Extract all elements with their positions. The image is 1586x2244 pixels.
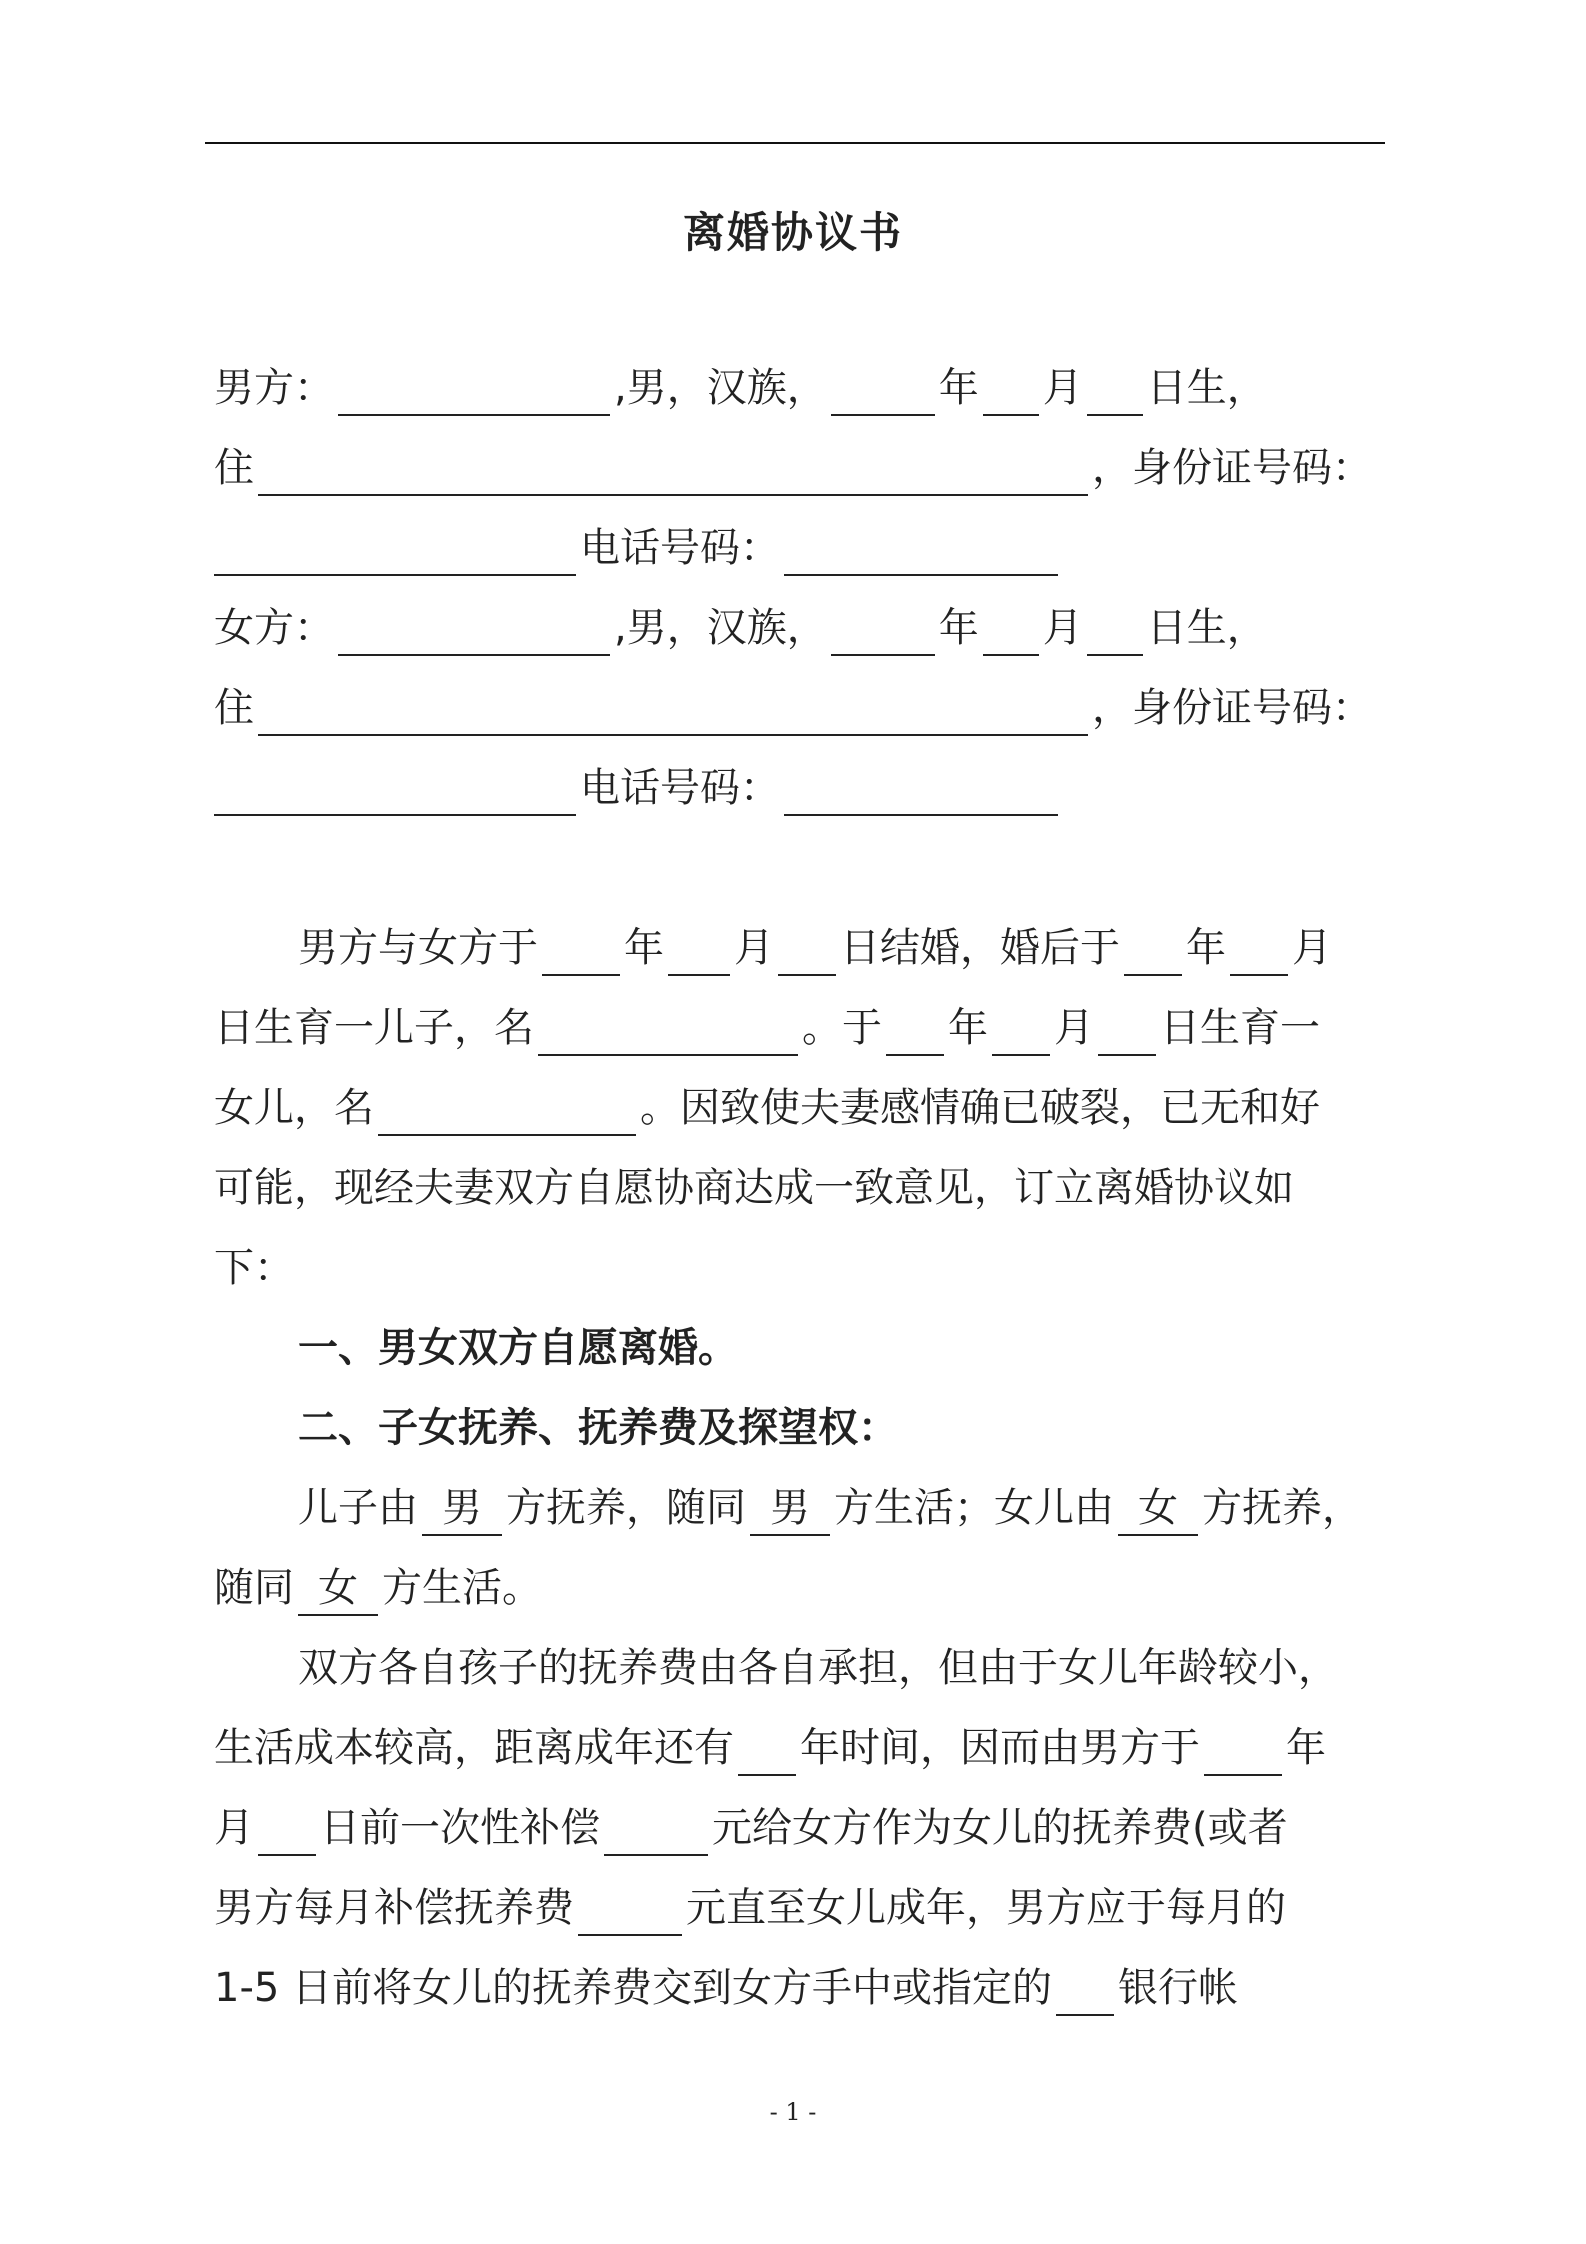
male-residence-line (214, 440, 1372, 496)
male-id-label: ，身份证号码： (1092, 445, 1372, 491)
male-label: 男方： (214, 365, 334, 411)
female-phone-blank[interactable] (784, 766, 1058, 816)
preamble-text: 。于 (802, 1005, 882, 1051)
years-to-adulthood-blank[interactable] (738, 1726, 796, 1776)
custody-text: 方抚养，随同 (506, 1485, 746, 1531)
male-gender-ethnicity: ,男，汉族， (614, 365, 827, 411)
preamble-line-1 (298, 920, 1332, 976)
custody-line-2 (214, 1560, 542, 1616)
preamble-line-5: 下： (214, 1245, 294, 1291)
page-number: - 1 - (769, 2098, 817, 2126)
lump-sum-amount-blank[interactable] (604, 1806, 708, 1856)
son-birth-year-blank[interactable] (1124, 926, 1182, 976)
daughter-birth-month-blank[interactable] (992, 1006, 1050, 1056)
preamble-text: 女儿，名 (214, 1085, 374, 1131)
male-name-blank[interactable] (338, 366, 610, 416)
header-rule (205, 142, 1385, 144)
preamble-text: 年 (624, 925, 664, 971)
daughter-custodian-field[interactable]: 女 (1118, 1482, 1198, 1536)
female-id-blank[interactable] (214, 766, 576, 816)
male-id-blank[interactable] (214, 526, 576, 576)
support-text: 年时间，因而由男方于 (800, 1725, 1200, 1771)
support-line-4 (214, 1880, 1286, 1936)
support-text: 年 (1286, 1725, 1326, 1771)
marriage-month-blank[interactable] (668, 926, 730, 976)
male-month-label: 月 (1042, 365, 1083, 411)
male-birth-year-blank[interactable] (831, 366, 935, 416)
female-birth-label: 日生， (1146, 605, 1267, 651)
female-year-label: 年 (938, 605, 979, 651)
support-line-5 (214, 1960, 1238, 2016)
preamble-text: 年 (1186, 925, 1226, 971)
male-residence-label: 住 (214, 445, 254, 491)
marriage-year-blank[interactable] (542, 926, 620, 976)
support-line-1: 双方各自孩子的抚养费由各自承担，但由于女儿年龄较小， (298, 1645, 1338, 1691)
bank-name-blank[interactable] (1056, 1966, 1114, 2016)
preamble-text: 男方与女方于 (298, 925, 538, 971)
preamble-text: 年 (948, 1005, 988, 1051)
female-birth-month-blank[interactable] (983, 606, 1039, 656)
preamble-text: 月 (1054, 1005, 1094, 1051)
male-birth-label: 日生， (1146, 365, 1267, 411)
support-text: 银行帐 (1118, 1965, 1239, 2011)
male-party-line (214, 360, 1267, 416)
female-birth-day-blank[interactable] (1087, 606, 1143, 656)
son-custodian-field[interactable]: 男 (422, 1482, 502, 1536)
male-birth-day-blank[interactable] (1087, 366, 1143, 416)
son-birth-month-blank[interactable] (1230, 926, 1288, 976)
support-text: 1-5 日前将女儿的抚养费交到女方手中或指定的 (214, 1965, 1053, 2011)
female-phone-line (214, 760, 1062, 816)
daughter-lives-with-field[interactable]: 女 (298, 1562, 378, 1616)
support-text: 日前一次性补偿 (320, 1805, 600, 1851)
male-birth-month-blank[interactable] (983, 366, 1039, 416)
daughter-birth-year-blank[interactable] (886, 1006, 944, 1056)
female-party-line (214, 600, 1267, 656)
preamble-line-2 (214, 1000, 1320, 1056)
daughter-name-blank[interactable] (378, 1086, 636, 1136)
preamble-text: 日生育一儿子，名 (214, 1005, 534, 1051)
female-gender-ethnicity: ,男，汉族， (614, 605, 827, 651)
preamble-text: 月 (734, 925, 774, 971)
female-address-blank[interactable] (258, 686, 1088, 736)
female-name-blank[interactable] (338, 606, 610, 656)
preamble-text: 日结婚，婚后于 (840, 925, 1120, 971)
female-month-label: 月 (1042, 605, 1083, 651)
support-text: 元直至女儿成年，男方应于每月的 (686, 1885, 1286, 1931)
support-line-3 (214, 1800, 1288, 1856)
custody-text: 方抚养， (1202, 1485, 1362, 1531)
monthly-amount-blank[interactable] (578, 1886, 682, 1936)
preamble-text: 。因致使夫妻感情确已破裂，已无和好 (640, 1085, 1320, 1131)
support-line-2 (214, 1720, 1326, 1776)
male-phone-label: 电话号码： (580, 525, 780, 571)
support-text: 元给女方作为女儿的抚养费(或者 (712, 1805, 1288, 1851)
female-residence-line (214, 680, 1372, 736)
preamble-text: 月 (1292, 925, 1332, 971)
payment-day-blank[interactable] (258, 1806, 316, 1856)
male-address-blank[interactable] (258, 446, 1088, 496)
son-name-blank[interactable] (538, 1006, 798, 1056)
female-phone-label: 电话号码： (580, 765, 780, 811)
custody-text: 随同 (214, 1565, 294, 1611)
female-residence-label: 住 (214, 685, 254, 731)
male-year-label: 年 (938, 365, 979, 411)
preamble-text: 日生育一 (1160, 1005, 1320, 1051)
custody-line-1 (298, 1480, 1362, 1536)
custody-text: 方生活。 (382, 1565, 542, 1611)
daughter-birth-day-blank[interactable] (1098, 1006, 1156, 1056)
custody-text: 儿子由 (298, 1485, 418, 1531)
female-id-label: ，身份证号码： (1092, 685, 1372, 731)
son-lives-with-field[interactable]: 男 (750, 1482, 830, 1536)
male-phone-line (214, 520, 1062, 576)
payment-year-blank[interactable] (1204, 1726, 1282, 1776)
preamble-line-4: 可能，现经夫妻双方自愿协商达成一致意见，订立离婚协议如 (214, 1165, 1294, 1211)
female-label: 女方： (214, 605, 334, 651)
support-text: 月 (214, 1805, 254, 1851)
support-text: 生活成本较高，距离成年还有 (214, 1725, 734, 1771)
support-text: 男方每月补偿抚养费 (214, 1885, 574, 1931)
male-phone-blank[interactable] (784, 526, 1058, 576)
custody-text: 方生活；女儿由 (834, 1485, 1114, 1531)
clause-1-heading: 一、男女双方自愿离婚。 (298, 1325, 738, 1371)
document-title: 离婚协议书 (682, 208, 903, 257)
clause-2-heading: 二、子女抚养、抚养费及探望权： (298, 1405, 898, 1451)
female-birth-year-blank[interactable] (831, 606, 935, 656)
marriage-day-blank[interactable] (778, 926, 836, 976)
preamble-line-3 (214, 1080, 1320, 1136)
